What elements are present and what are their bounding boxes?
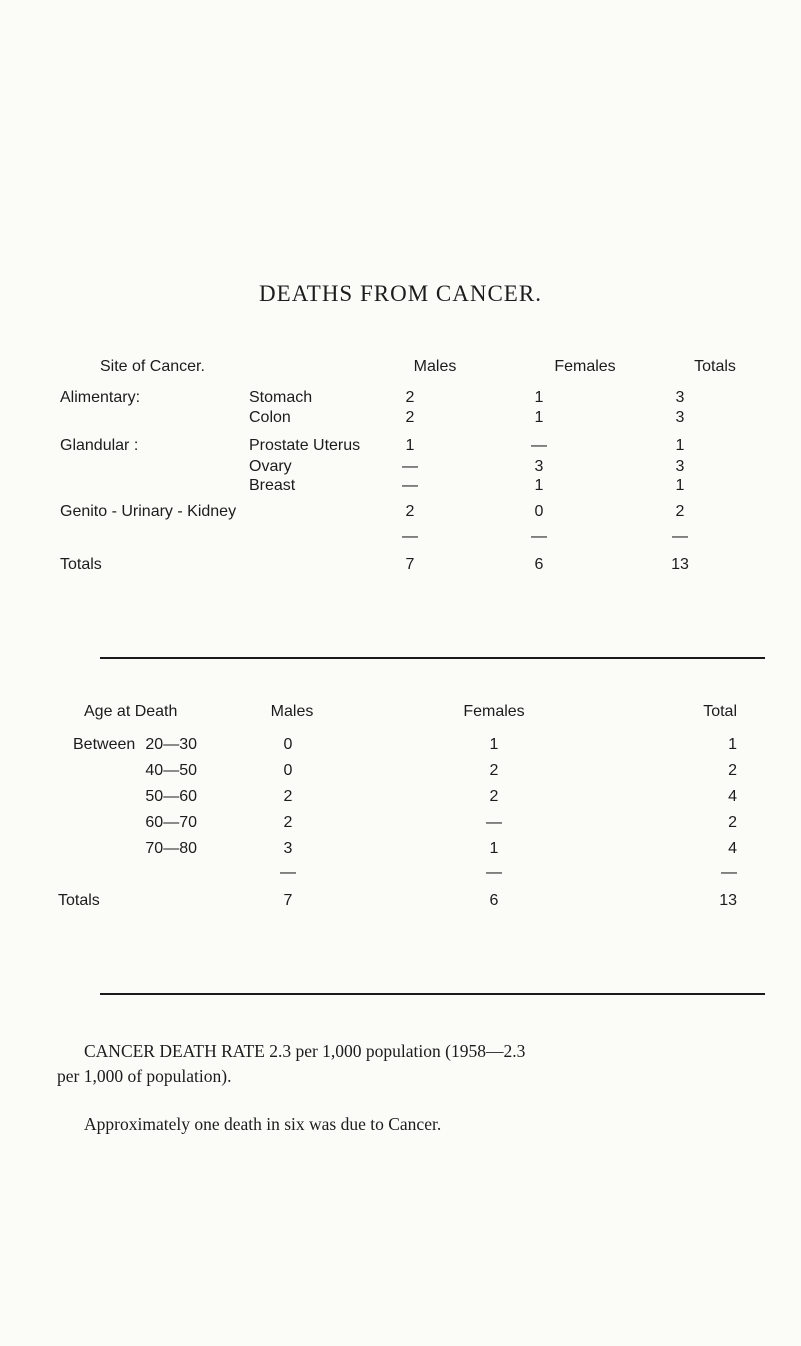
sum-separator: — (280, 864, 296, 881)
site-label: Ovary (249, 458, 292, 475)
table-cell: 1 (489, 840, 499, 857)
between-label: Between (73, 736, 136, 753)
table-cell: 0 (534, 503, 544, 520)
sum-separator: — (402, 528, 418, 545)
table-cell: 2 (405, 409, 415, 426)
males-header: Males (270, 703, 314, 720)
table-cell: 3 (675, 409, 685, 426)
sum-separator: — (486, 864, 502, 881)
age-range: 40—50 (145, 762, 197, 779)
age-range: 60—70 (145, 814, 197, 831)
sum-separator: — (531, 528, 547, 545)
table-cell: — (531, 437, 547, 454)
males-header: Males (413, 358, 457, 375)
summary-note: Approximately one death in six was due to Cancer. (84, 1114, 442, 1134)
age-range: 50—60 (145, 788, 197, 805)
table-cell: — (486, 814, 502, 831)
death-rate-line-1: CANCER DEATH RATE 2.3 per 1,000 population (1958—2.3 (84, 1041, 526, 1061)
table-cell: 7 (283, 892, 293, 909)
site-label: Prostate Uterus (249, 437, 361, 454)
table-cell: 2 (405, 389, 415, 406)
total-header: Total (703, 703, 737, 720)
divider (100, 993, 765, 995)
table-cell: 2 (405, 503, 415, 520)
table-cell: 4 (728, 840, 737, 857)
table-cell: 1 (534, 409, 544, 426)
table-cell: 3 (675, 389, 685, 406)
sum-separator: — (721, 864, 737, 881)
divider (100, 657, 765, 659)
site-header: Site of Cancer. (100, 358, 205, 375)
table-cell: 13 (671, 556, 689, 573)
table-cell: 1 (728, 736, 737, 753)
females-header: Females (463, 703, 525, 720)
death-rate-line-2: per 1,000 of population). (57, 1066, 232, 1086)
table-cell: 3 (675, 458, 685, 475)
table-cell: 0 (283, 736, 293, 753)
table-cell: 2 (728, 814, 737, 831)
table-cell: 1 (405, 437, 415, 454)
table-cell: 4 (728, 788, 737, 805)
totals-header: Totals (694, 358, 736, 375)
site-label: Stomach (249, 389, 313, 406)
age-header: Age at Death (84, 703, 178, 720)
table-cell: — (402, 458, 418, 475)
table-cell: 1 (675, 477, 685, 494)
table-cell: 13 (719, 892, 737, 909)
table-cell: 2 (675, 503, 685, 520)
table-cell: 1 (534, 477, 544, 494)
table-cell: 3 (283, 840, 293, 857)
table-cell: — (402, 477, 418, 494)
table-cell: 0 (283, 762, 293, 779)
site-label: Colon (249, 409, 291, 426)
table-cell: 3 (534, 458, 544, 475)
totals-label: Totals (58, 892, 100, 909)
table-cell: 1 (534, 389, 544, 406)
table-cell: 2 (728, 762, 737, 779)
group-label: Alimentary: (60, 389, 141, 406)
table-cell: 1 (675, 437, 685, 454)
table-cell: 2 (283, 814, 293, 831)
sum-separator: — (672, 528, 688, 545)
site-label: Breast (249, 477, 296, 494)
table-cell: 2 (489, 788, 499, 805)
table-cell: 1 (489, 736, 499, 753)
page-title: DEATHS FROM CANCER. (259, 281, 542, 306)
age-range: 20—30 (145, 736, 197, 753)
table-cell: 2 (489, 762, 499, 779)
group-label: Glandular : (60, 437, 139, 454)
table-cell: 6 (489, 892, 499, 909)
totals-label: Totals (60, 556, 102, 573)
table-cell: 2 (283, 788, 293, 805)
females-header: Females (554, 358, 616, 375)
age-range: 70—80 (145, 840, 197, 857)
table-cell: 6 (534, 556, 544, 573)
site-label: Genito - Urinary - Kidney (60, 503, 237, 520)
table-cell: 7 (405, 556, 415, 573)
